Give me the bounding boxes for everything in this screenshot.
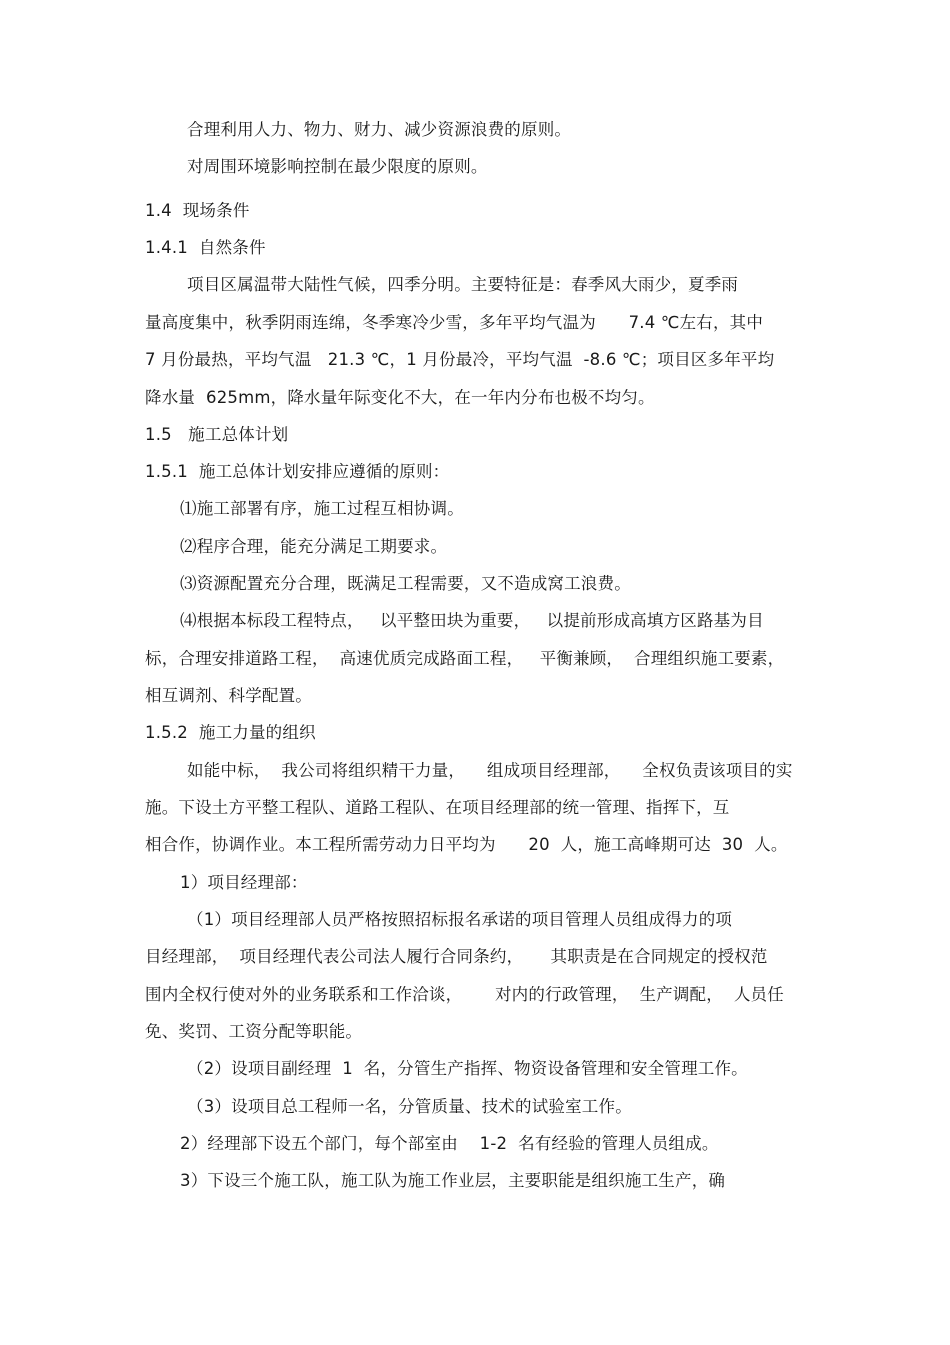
paragraph-line: 免、奖罚、工资分配等职能。 bbox=[145, 1022, 363, 1041]
list-item: ⑶资源配置充分合理，既满足工程需要，又不造成窝工浪费。 bbox=[180, 574, 631, 593]
list-item: 2）经理部下设五个部门，每个部室由 1-2 名有经验的管理人员组成。 bbox=[180, 1134, 719, 1153]
paragraph-line: 7 月份最热，平均气温 21.3 ℃，1 月份最冷，平均气温 -8.6 ℃；项目区多年平均 bbox=[145, 350, 775, 369]
paragraph-line: 降水量 625mm，降水量年际变化不大，在一年内分布也极不均匀。 bbox=[145, 388, 655, 407]
list-item: ⑴施工部署有序，施工过程互相协调。 bbox=[180, 499, 464, 518]
section-heading: 1.5 施工总体计划 bbox=[145, 425, 289, 444]
paragraph-line: 合理利用人力、物力、财力、减少资源浪费的原则。 bbox=[187, 120, 572, 139]
list-item: ⑷根据本标段工程特点， 以平整田块为重要， 以提前形成高填方区路基为目 bbox=[180, 611, 764, 630]
paragraph-line: 目经理部， 项目经理代表公司法人履行合同条约， 其职责是在合同规定的授权范 bbox=[145, 947, 768, 966]
paragraph-line: 项目区属温带大陆性气候，四季分明。主要特征是：春季风大雨少，夏季雨 bbox=[187, 275, 739, 294]
list-item: 3）下设三个施工队，施工队为施工作业层，主要职能是组织施工生产，确 bbox=[180, 1171, 726, 1190]
section-heading: 1.4 现场条件 bbox=[145, 201, 250, 220]
paragraph-line: 对周围环境影响控制在最少限度的原则。 bbox=[187, 157, 488, 176]
list-item: （2）设项目副经理 1 名，分管生产指挥、物资设备管理和安全管理工作。 bbox=[187, 1059, 748, 1078]
paragraph-line: 围内全权行使对外的业务联系和工作洽谈， 对内的行政管理， 生产调配， 人员任 bbox=[145, 985, 784, 1004]
paragraph-line: 量高度集中，秋季阴雨连绵，冬季寒冷少雪，多年平均气温为 7.4 ℃左右，其中 bbox=[145, 313, 764, 332]
paragraph-line: 相合作，协调作业。本工程所需劳动力日平均为 20 人，施工高峰期可达 30 人。 bbox=[145, 835, 788, 854]
section-heading: 1.5.2 施工力量的组织 bbox=[145, 723, 316, 742]
paragraph-line: 如能中标， 我公司将组织精干力量， 组成项目经理部， 全权负责该项目的实 bbox=[187, 761, 793, 780]
list-item: ⑵程序合理，能充分满足工期要求。 bbox=[180, 537, 448, 556]
paragraph-line: 标，合理安排道路工程， 高速优质完成路面工程， 平衡兼顾， 合理组织施工要素， bbox=[145, 649, 785, 668]
paragraph-line: 施。下设土方平整工程队、道路工程队、在项目经理部的统一管理、指挥下，互 bbox=[145, 798, 730, 817]
section-heading: 1.5.1 施工总体计划安排应遵循的原则： bbox=[145, 462, 450, 481]
list-item: （3）设项目总工程师一名，分管质量、技术的试验室工作。 bbox=[187, 1097, 632, 1116]
list-item: （1）项目经理部人员严格按照招标报名承诺的项目管理人员组成得力的项 bbox=[187, 910, 733, 929]
section-heading: 1.4.1 自然条件 bbox=[145, 238, 266, 257]
paragraph-line: 相互调剂、科学配置。 bbox=[145, 686, 312, 705]
list-item: 1）项目经理部： bbox=[180, 873, 308, 892]
